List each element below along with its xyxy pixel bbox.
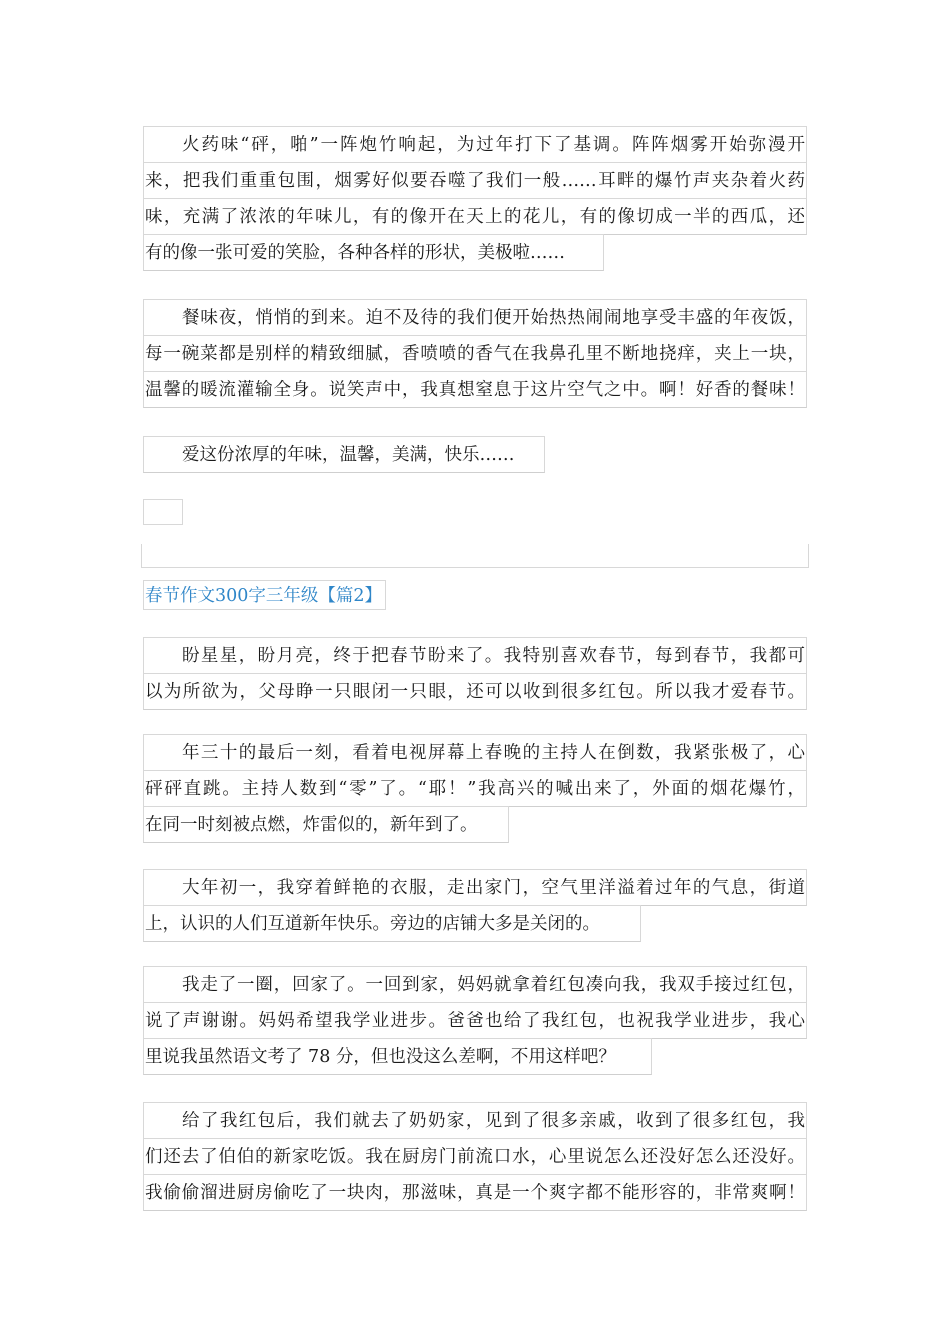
text-line: 以为所欲为，父母睁一只眼闭一只眼，还可以收到很多红包。所以我才爱春节。 xyxy=(143,673,807,710)
text-line: 餐味夜，悄悄的到来。迫不及待的我们便开始热热闹闹地享受丰盛的年夜饭， xyxy=(143,299,807,336)
text-line: 温馨的暖流灌输全身。说笑声中，我真想窒息于这片空气之中。啊！好香的餐味！ xyxy=(143,371,807,408)
text-line: 盼星星，盼月亮，终于把春节盼来了。我特别喜欢春节，每到春节，我都可 xyxy=(143,637,807,674)
paragraph-grandma-house xyxy=(143,1103,807,1211)
text-line: 我偷偷溜进厨房偷吃了一块肉，那滋味，真是一个爽字都不能形容的，非常爽啊！ xyxy=(143,1174,807,1211)
text-line: 我走了一圈，回家了。一回到家，妈妈就拿着红包凑向我，我双手接过红包， xyxy=(143,966,807,1003)
text-line: 在同一时刻被点燃，炸雷似的，新年到了。 xyxy=(143,806,509,843)
paragraph-new-year-day xyxy=(143,870,807,946)
text-line: 给了我红包后，我们就去了奶奶家，见到了很多亲戚，收到了很多红包，我 xyxy=(143,1102,807,1139)
paragraph-dinner xyxy=(143,300,807,408)
empty-text-box xyxy=(143,499,183,525)
text-line: 们还去了伯伯的新家吃饭。我在厨房门前流口水，心里说怎么还没好怎么还没好。 xyxy=(143,1138,807,1175)
paragraph-love xyxy=(143,437,807,477)
text-line: 有的像一张可爱的笑脸，各种各样的形状，美极啦…… xyxy=(143,234,604,271)
section-heading: 春节作文300字三年级【篇2】 xyxy=(143,580,386,610)
text-line: 年三十的最后一刻，看着电视屏幕上春晚的主持人在倒数，我紧张极了，心 xyxy=(143,734,807,771)
text-line: 火药味“砰，啪”一阵炮竹响起，为过年打下了基调。阵阵烟雾开始弥漫开 xyxy=(143,126,807,163)
text-line: 砰砰直跳。主持人数到“零”了。“耶！”我高兴的喊出来了，外面的烟花爆竹， xyxy=(143,770,807,807)
paragraph-countdown xyxy=(143,735,807,847)
paragraph-fireworks xyxy=(143,127,807,275)
text-line: 爱这份浓厚的年味，温馨，美满，快乐…… xyxy=(143,436,545,473)
text-line: 味，充满了浓浓的年味儿，有的像开在天上的花儿，有的像切成一半的西瓜，还 xyxy=(143,198,807,235)
section-divider xyxy=(141,544,809,568)
text-line: 每一碗菜都是别样的精致细腻，香喷喷的香气在我鼻孔里不断地挠痒，夹上一块， xyxy=(143,335,807,372)
text-line: 说了声谢谢。妈妈希望我学业进步。爸爸也给了我红包，也祝我学业进步，我心 xyxy=(143,1002,807,1039)
text-line: 来，把我们重重包围，烟雾好似要吞噬了我们一般……耳畔的爆竹声夹杂着火药 xyxy=(143,162,807,199)
text-line: 大年初一，我穿着鲜艳的衣服，走出家门，空气里洋溢着过年的气息，街道 xyxy=(143,869,807,906)
paragraph-waiting xyxy=(143,638,807,710)
text-line: 上，认识的人们互道新年快乐。旁边的店铺大多是关闭的。 xyxy=(143,905,641,942)
paragraph-red-envelopes xyxy=(143,967,807,1079)
text-line: 里说我虽然语文考了 78 分，但也没这么差啊，不用这样吧？ xyxy=(143,1038,652,1075)
